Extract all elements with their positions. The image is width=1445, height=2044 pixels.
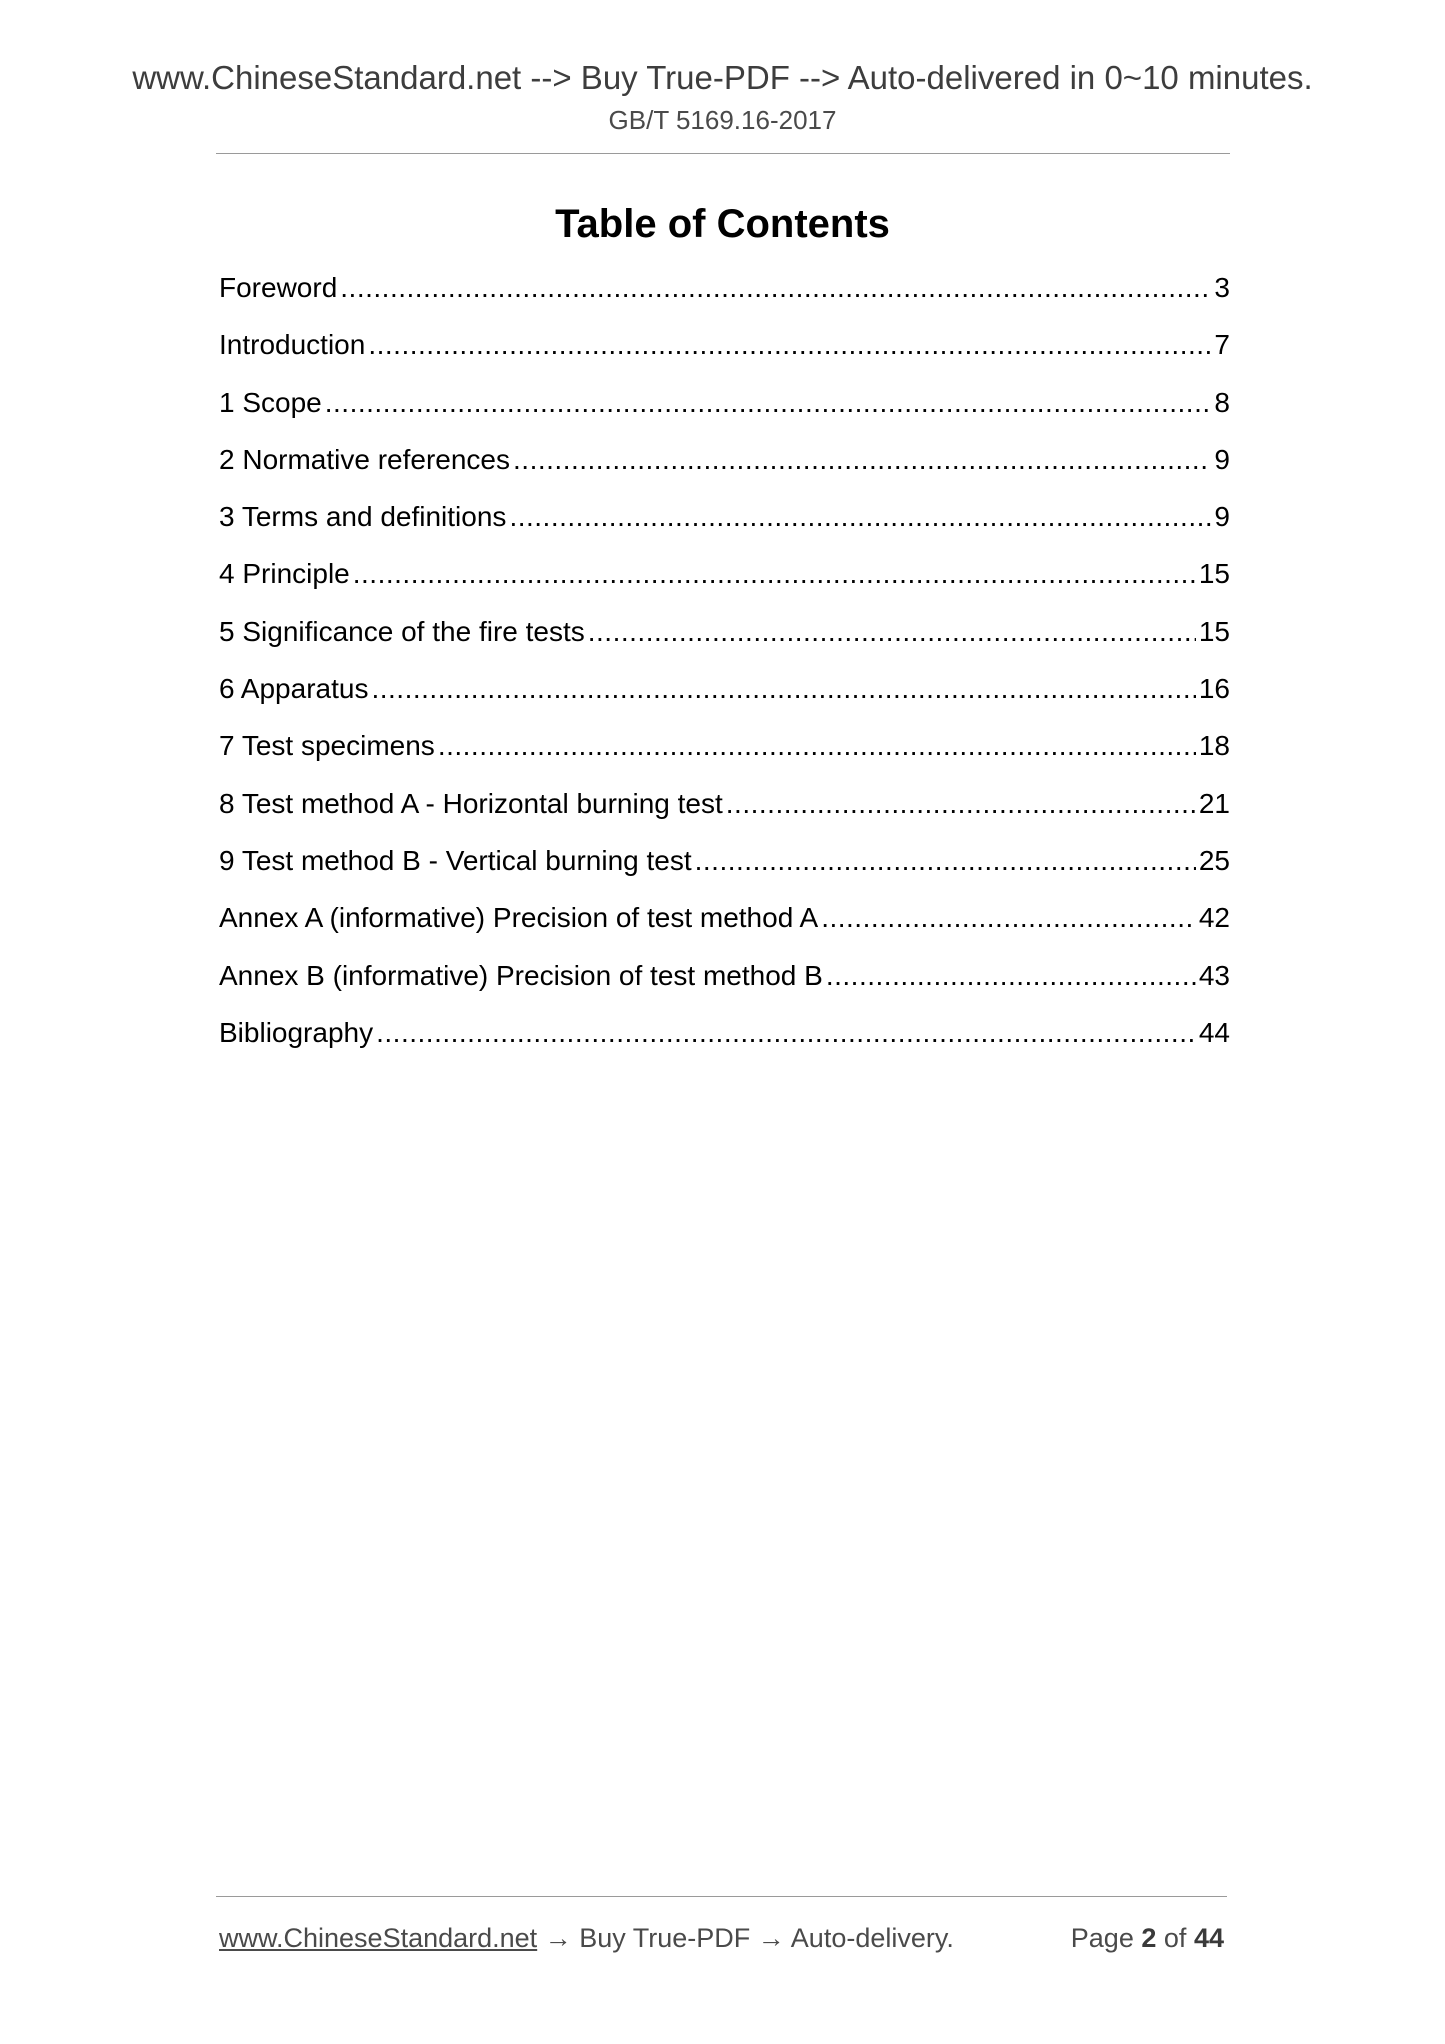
toc-entry-label: 3 Terms and definitions: [219, 501, 507, 533]
toc-entry-page: 21: [1198, 787, 1230, 819]
toc-entry-page: 42: [1198, 902, 1230, 934]
dot-leader: [371, 669, 1195, 709]
dot-leader: [695, 841, 1196, 881]
table-of-contents: [219, 268, 1230, 1070]
toc-entry-page: 25: [1198, 844, 1230, 876]
toc-entry[interactable]: [219, 841, 1230, 898]
dot-leader: [726, 784, 1196, 824]
toc-entry-label: 5 Significance of the fire tests: [219, 615, 585, 647]
toc-entry-label: 7 Test specimens: [219, 730, 435, 762]
toc-entry[interactable]: [219, 383, 1230, 440]
toc-entry[interactable]: [219, 898, 1230, 955]
footer-promo: [219, 1918, 954, 1958]
dot-leader: [588, 612, 1196, 652]
page-current: 2: [1141, 1923, 1157, 1953]
page-word: Page: [1070, 1923, 1134, 1953]
page-footer: [219, 1918, 1227, 1958]
toc-entry-page: 44: [1198, 1016, 1230, 1048]
dot-leader: [513, 440, 1211, 480]
toc-entry-page: 8: [1214, 386, 1230, 418]
arrow-right-icon: →: [544, 1923, 572, 1953]
toc-entry-label: Annex B (informative) Precision of test method B: [219, 959, 823, 991]
toc-entry[interactable]: [219, 497, 1230, 554]
toc-entry-page: 15: [1198, 615, 1230, 647]
page-number: [1071, 1918, 1224, 1958]
toc-entry-label: Bibliography: [219, 1016, 374, 1048]
toc-entry-page: 15: [1198, 558, 1230, 590]
toc-entry-page: 9: [1214, 443, 1230, 475]
toc-entry[interactable]: [219, 554, 1230, 611]
toc-entry-label: 6 Apparatus: [219, 673, 369, 705]
footer-site-link[interactable]: www.ChineseStandard.net: [219, 1923, 538, 1953]
footer-delivery-text: Auto-delivery.: [790, 1923, 954, 1953]
footer-divider: [216, 1896, 1227, 1897]
toc-entry[interactable]: [219, 784, 1230, 841]
document-code: GB/T 5169.16-2017: [608, 105, 837, 135]
dot-leader: [821, 898, 1196, 938]
of-word: of: [1163, 1923, 1187, 1953]
dot-leader: [325, 383, 1212, 423]
dot-leader: [368, 325, 1211, 365]
footer-buy-text: Buy True-PDF: [579, 1923, 751, 1953]
toc-entry-page: 9: [1214, 501, 1230, 533]
toc-entry-label: 8 Test method A - Horizontal burning test: [219, 787, 723, 819]
dot-leader: [826, 956, 1196, 996]
toc-entry[interactable]: [219, 612, 1230, 669]
dot-leader: [340, 268, 1211, 308]
dot-leader: [509, 497, 1211, 537]
toc-entry-label: 4 Principle: [219, 558, 350, 590]
toc-entry-page: 3: [1214, 272, 1230, 303]
toc-entry[interactable]: [219, 325, 1230, 382]
toc-entry-label: Foreword: [219, 272, 338, 303]
toc-entry-page: 7: [1214, 329, 1230, 361]
toc-entry[interactable]: [219, 1013, 1230, 1070]
toc-entry-page: 43: [1198, 959, 1230, 991]
toc-entry-label: Annex A (informative) Precision of test method A: [219, 902, 819, 934]
toc-entry-page: 16: [1198, 673, 1230, 705]
header-divider: [216, 153, 1230, 154]
page-total: 44: [1193, 1923, 1224, 1953]
arrow-right-icon: →: [757, 1923, 785, 1953]
header-banner: www.ChineseStandard.net --> Buy True-PDF --> Auto-delivered in 0~10 minutes.: [132, 59, 1313, 96]
toc-entry-page: 18: [1198, 730, 1230, 762]
dot-leader: [376, 1013, 1196, 1053]
toc-entry-label: 2 Normative references: [219, 443, 511, 475]
toc-entry-label: 9 Test method B - Vertical burning test: [219, 844, 692, 876]
toc-entry[interactable]: [219, 956, 1230, 1013]
toc-title: Table of Contents: [555, 202, 890, 246]
dot-leader: [438, 726, 1196, 766]
toc-entry[interactable]: [219, 440, 1230, 497]
toc-entry[interactable]: [219, 726, 1230, 783]
toc-entry[interactable]: [219, 268, 1230, 325]
toc-entry-label: Introduction: [219, 329, 366, 361]
toc-entry[interactable]: [219, 669, 1230, 726]
toc-entry-label: 1 Scope: [219, 386, 322, 418]
dot-leader: [353, 554, 1196, 594]
